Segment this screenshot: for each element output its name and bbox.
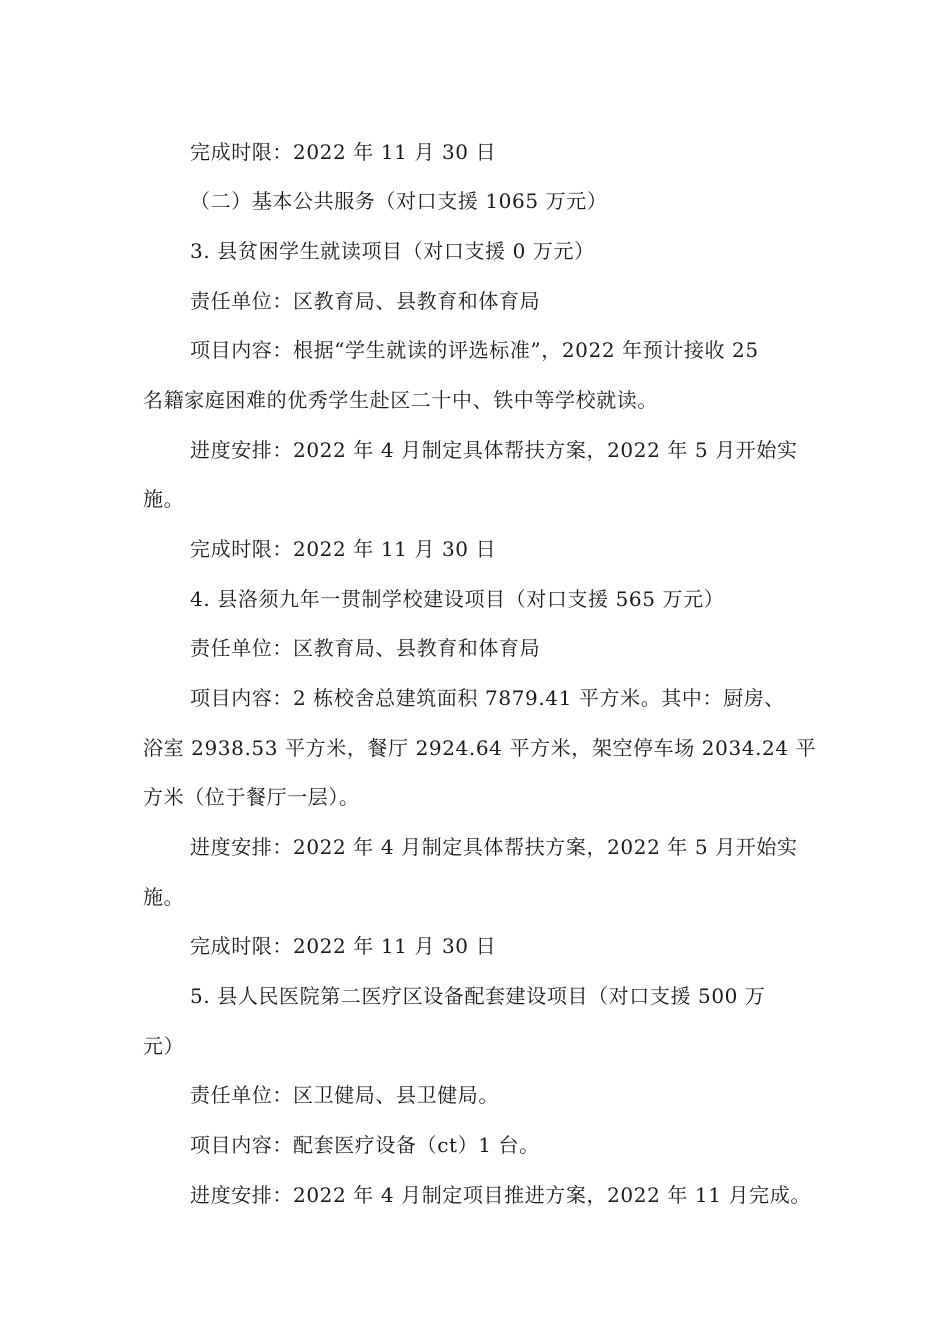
project-4-completion-deadline: 完成时限：2022 年 11 月 30 日 bbox=[190, 934, 497, 958]
project-5-schedule: 进度安排：2022 年 4 月制定项目推进方案，2022 年 11 月完成。 bbox=[190, 1183, 811, 1207]
project-4-content-line-2: 浴室 2938.53 平方米，餐厅 2924.64 平方米，架空停车场 2034.24 平 bbox=[143, 736, 817, 760]
project-4-title: 4. 县洛须九年一贯制学校建设项目（对口支援 565 万元） bbox=[190, 587, 725, 611]
project-4-schedule-line-1: 进度安排：2022 年 4 月制定具体帮扶方案，2022 年 5 月开始实 bbox=[190, 835, 798, 859]
project-3-schedule-line-2: 施。 bbox=[143, 487, 185, 511]
project-5-title-line-1: 5. 县人民医院第二医疗区设备配套建设项目（对口支援 500 万 bbox=[190, 984, 766, 1008]
project-3-completion-deadline: 完成时限：2022 年 11 月 30 日 bbox=[190, 537, 497, 561]
project-5-content: 项目内容：配套医疗设备（ct）1 台。 bbox=[190, 1133, 540, 1157]
project-3-content-line-1: 项目内容：根据“学生就读的评选标准”，2022 年预计接收 25 bbox=[190, 338, 759, 362]
project-5-responsible-unit: 责任单位：区卫健局、县卫健局。 bbox=[190, 1083, 499, 1107]
project-4-content-line-3: 方米（位于餐厅一层）。 bbox=[143, 785, 360, 809]
completion-deadline-line: 完成时限：2022 年 11 月 30 日 bbox=[190, 140, 497, 164]
project-5-title-line-2: 元） bbox=[143, 1034, 185, 1058]
project-4-responsible-unit: 责任单位：区教育局、县教育和体育局 bbox=[190, 636, 541, 660]
project-4-content-line-1: 项目内容：2 栋校舍总建筑面积 7879.41 平方米。其中：厨房、 bbox=[190, 686, 785, 710]
project-3-title: 3. 县贫困学生就读项目（对口支援 0 万元） bbox=[190, 239, 595, 263]
project-4-schedule-line-2: 施。 bbox=[143, 885, 185, 909]
project-3-schedule-line-1: 进度安排：2022 年 4 月制定具体帮扶方案，2022 年 5 月开始实 bbox=[190, 438, 798, 462]
section-heading-basic-public-services: （二）基本公共服务（对口支援 1065 万元） bbox=[190, 189, 608, 213]
project-3-content-line-2: 名籍家庭困难的优秀学生赴区二十中、铁中等学校就读。 bbox=[143, 388, 658, 412]
project-3-responsible-unit: 责任单位：区教育局、县教育和体育局 bbox=[190, 289, 541, 313]
